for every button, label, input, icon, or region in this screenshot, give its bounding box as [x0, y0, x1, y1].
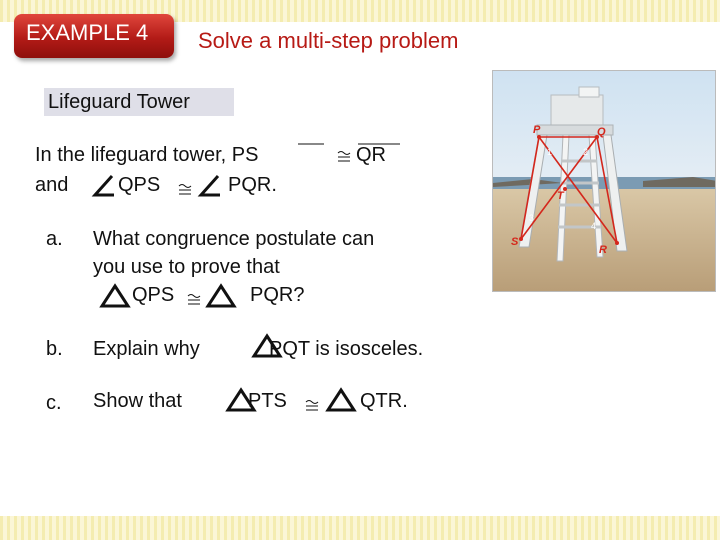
angle-qps: QPS: [118, 174, 161, 196]
photo-label-1: 1: [547, 147, 553, 157]
bottom-stripe-band: [0, 516, 720, 540]
part-a-line2: you use to prove that: [93, 256, 280, 278]
triangle-pqr: PQR?: [250, 284, 305, 306]
segment-bar-icon: [356, 142, 402, 148]
section-heading: [44, 88, 234, 116]
angle-icon: [92, 174, 116, 198]
triangle-icon: [326, 388, 356, 412]
photo-label-q: Q: [597, 126, 606, 138]
congruent-icon: [305, 399, 319, 413]
photo-label-r: R: [599, 244, 607, 256]
photo-label-4: 4: [591, 221, 597, 231]
part-b-letter: b.: [46, 338, 63, 360]
segment-bar-icon: [296, 142, 326, 148]
segment-qr: QR: [356, 144, 386, 166]
example-badge-label: EXAMPLE 4: [26, 20, 149, 45]
section-heading-label: Lifeguard Tower: [48, 91, 190, 113]
photo-label-2: 2: [583, 147, 589, 157]
part-b-text: Explain why: [93, 338, 200, 360]
triangle-pqt-text: PQT is isosceles.: [269, 338, 424, 360]
page-title: Solve a multi-step problem: [198, 28, 459, 53]
triangle-pts: PTS: [248, 390, 287, 412]
part-c-letter: c.: [46, 392, 62, 414]
part-a-letter: a.: [46, 228, 63, 250]
congruent-icon: [187, 293, 201, 307]
angle-icon: [198, 174, 222, 198]
example-badge: [14, 14, 174, 58]
lifeguard-tower-photo: [492, 70, 716, 292]
photo-label-3: 3: [529, 213, 535, 223]
triangle-qtr: QTR.: [360, 390, 408, 412]
triangle-icon: [206, 284, 236, 308]
photo-label-t: T: [557, 190, 564, 202]
triangle-icon: [100, 284, 130, 308]
triangle-qps: QPS: [132, 284, 175, 306]
photo-label-s: S: [511, 236, 519, 248]
part-c-text: Show that: [93, 390, 182, 412]
intro-line1: In the lifeguard tower, PS: [35, 144, 259, 166]
intro-line2-and: and: [35, 174, 69, 196]
part-a-line1: What congruence postulate can: [93, 228, 375, 250]
angle-pqr: PQR.: [228, 174, 277, 196]
photo-label-p: P: [533, 124, 541, 136]
congruent-icon: [337, 150, 351, 164]
lifeguard-tower-illustration: [493, 71, 716, 292]
congruent-icon: [178, 183, 192, 197]
